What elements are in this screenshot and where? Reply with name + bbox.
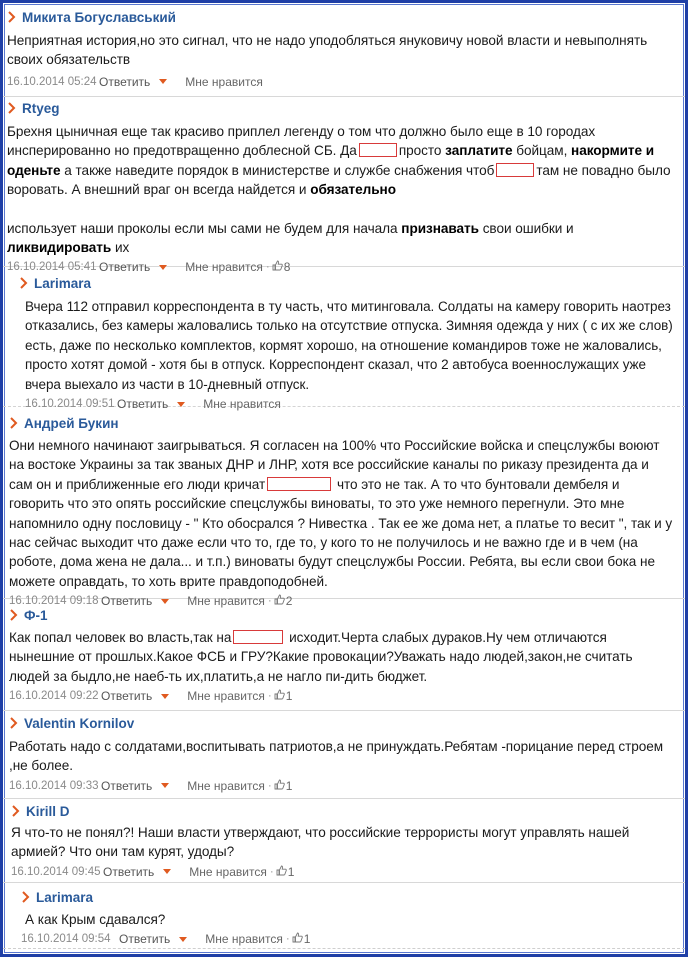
comment-date: 16.10.2014 09:45 xyxy=(11,865,101,878)
like-count: 1 xyxy=(285,689,293,704)
comment-author[interactable]: Андрей Букин xyxy=(24,415,119,431)
comment-header xyxy=(19,273,685,293)
caret-down-icon[interactable] xyxy=(161,783,169,788)
comment-text: Как попал человек во власть,так на исходит.Черта слабых дураков.Ну чем отличаются нынешние от прошлых.Какое ФСБ и ГРУ?Какие провокации?Уважать надо людей,закон,не считать людей за быдло,не наеб-ть их,платить,а не нагло пи-дить бюджет. xyxy=(9,630,633,684)
like-count: 1 xyxy=(285,778,293,793)
like-button[interactable]: Мне нравится xyxy=(185,74,263,89)
like-count: 1 xyxy=(303,932,311,947)
reply-button[interactable]: Ответить xyxy=(101,689,153,704)
separator: · xyxy=(285,933,290,946)
separator: · xyxy=(265,261,270,274)
comment-date: 16.10.2014 09:22 xyxy=(9,690,99,703)
reply-button[interactable]: Ответить xyxy=(99,260,151,275)
comment-reply xyxy=(3,267,685,412)
comment-meta xyxy=(21,929,685,949)
like-button[interactable]: Мне нравится xyxy=(187,594,265,609)
comment-author[interactable]: Larimara xyxy=(34,275,92,291)
redacted-word xyxy=(359,143,397,157)
like-count: 1 xyxy=(287,864,295,879)
redacted-word xyxy=(496,163,534,177)
comment-date: 16.10.2014 09:18 xyxy=(9,595,99,608)
caret-down-icon[interactable] xyxy=(163,869,171,874)
chevron-right-icon xyxy=(7,101,17,115)
thumbs-up-icon xyxy=(276,865,287,879)
thumbs-up-icon xyxy=(274,689,285,703)
chevron-right-icon xyxy=(7,10,17,24)
comment xyxy=(3,799,685,883)
comment-meta xyxy=(9,686,685,706)
separator: · xyxy=(267,595,272,608)
like-button[interactable]: Мне нравится xyxy=(187,778,265,793)
comment-text: Вчера 112 отправил корреспондента в ту часть, что митинговала. Солдаты на камеру говорить наотрез отказались, без камеры жаловались только на отсутствие отпуска. Зимняя одежда у них ( с их же слов) есть, даже по несколько комплектов, кормят хорошо, на отношение командиров тоже не жаловались, просто хотят домой - хотя бы в отпуск. Корреспондент сказал, что 2 автобуса военнослужащих уже вчера выехало из части в 10-дневный отпуск. xyxy=(25,299,673,392)
comment-header xyxy=(9,413,685,433)
comment-date: 16.10.2014 05:41 xyxy=(7,261,97,274)
comment xyxy=(3,711,685,799)
like-button[interactable]: Мне нравится xyxy=(205,932,283,947)
chevron-right-icon xyxy=(9,416,19,430)
chevron-right-icon xyxy=(9,608,19,622)
comment-author[interactable]: Kirill D xyxy=(26,803,70,819)
chevron-right-icon xyxy=(11,804,21,818)
like-button[interactable]: Мне нравится xyxy=(187,689,265,704)
caret-down-icon[interactable] xyxy=(177,402,185,407)
comment-author[interactable]: Микита Богуславський xyxy=(22,9,176,25)
comment-text: Я что-то не понял?! Наши власти утверждают, что российские террористы могут управлять нашей армией? Что они там курят, удоды? xyxy=(11,825,630,860)
comment-author[interactable]: Larimara xyxy=(36,889,94,905)
comment-date: 16.10.2014 09:33 xyxy=(9,779,99,792)
comment-header xyxy=(7,98,685,118)
comment xyxy=(3,7,685,97)
comment-meta xyxy=(9,776,685,796)
reply-button[interactable]: Ответить xyxy=(117,397,169,412)
comment-meta xyxy=(11,862,685,882)
thumbs-up-icon xyxy=(274,779,285,793)
separator: · xyxy=(269,865,274,878)
separator: · xyxy=(267,779,272,792)
reply-button[interactable]: Ответить xyxy=(103,864,155,879)
caret-down-icon[interactable] xyxy=(159,79,167,84)
comment-header xyxy=(21,887,685,907)
reply-button[interactable]: Ответить xyxy=(101,594,153,609)
comment-date: 16.10.2014 09:51 xyxy=(25,398,115,411)
like-count: 8 xyxy=(283,260,291,275)
comment-header xyxy=(11,801,685,821)
comment xyxy=(3,407,685,609)
comment-date: 16.10.2014 09:54 xyxy=(21,933,111,946)
like-count: 2 xyxy=(285,594,293,609)
thumbs-up-icon xyxy=(292,932,303,946)
comment-reply xyxy=(3,883,685,949)
chevron-right-icon xyxy=(9,716,19,730)
comment-author[interactable]: Valentin Kornilov xyxy=(24,715,135,731)
reply-button[interactable]: Ответить xyxy=(99,74,151,89)
comment-text: Неприятная история,но это сигнал, что не надо уподобляться януковичу новой власти и невыполнять своих обязательств xyxy=(7,33,648,68)
comment-header xyxy=(9,713,685,733)
comment-author[interactable]: Rtyeg xyxy=(22,100,60,116)
chevron-right-icon xyxy=(21,890,31,904)
chevron-right-icon xyxy=(19,276,29,290)
caret-down-icon[interactable] xyxy=(161,694,169,699)
comment xyxy=(3,97,685,275)
reply-button[interactable]: Ответить xyxy=(119,932,171,947)
like-button[interactable]: Мне нравится xyxy=(185,260,263,275)
like-button[interactable]: Мне нравится xyxy=(189,864,267,879)
comment-text: Они немного начинают заигрываться. Я согласен на 100% что Российские войска и спецслужбы воюют на востоке Украины за так званых ДНР и ЛНР, хотя все российские каналы по риказу президента да и сам он и приближенные его люди кричат что это не так. А то что бунтовали дембеля и говорить что это опять российские спецслужбы виноваты, то это уже немного перегнули. Это мне напомнило одну пословицу - " Кто обосрался ? Нивестка . Так ее же дома нет, а платье то весит ", так и у нас сейчас выходит что даже если что то, где то, у кого то не получилось и не важно где и в чем (на роботе, дома жена не дала... и т.п.) виноваты будут спецслужбы России. Ребята, вы если свои бока не можете оправдать, то хоть врите правдоподобней. xyxy=(9,438,673,589)
redacted-word xyxy=(267,477,331,491)
reply-button[interactable]: Ответить xyxy=(101,778,153,793)
comments-feed xyxy=(3,3,685,954)
comment-author[interactable]: Ф-1 xyxy=(24,607,48,623)
comment-header xyxy=(9,605,685,625)
comment-meta xyxy=(7,72,685,92)
comment-text: А как Крым сдавался? xyxy=(25,912,166,927)
comment-text: Брехня цыничная еще так красиво приплел легенду о том что должно было еще в 10 городах инсперированно но предотвращенно доблесной СБ. Да просто заплатите бойцам, накормите и оденьте а также наведите порядок в министерстве и службе снабжения чтоб там не повадно было воровать. А внешний враг он всегда найдется и обязательно использует наши проколы если мы сами не будем для начала признавать свои ошибки и ликвидировать их xyxy=(7,124,671,256)
comment-date: 16.10.2014 05:24 xyxy=(7,75,97,88)
redacted-word xyxy=(233,630,283,644)
separator: · xyxy=(267,690,272,703)
comment xyxy=(3,599,685,711)
like-button[interactable]: Мне нравится xyxy=(203,397,281,412)
comment-text: Работать надо с солдатами,воспитывать патриотов,а не принуждать.Ребятам -порицание перед строем ,не более. xyxy=(9,739,664,774)
comment-header xyxy=(7,7,685,27)
caret-down-icon[interactable] xyxy=(179,937,187,942)
